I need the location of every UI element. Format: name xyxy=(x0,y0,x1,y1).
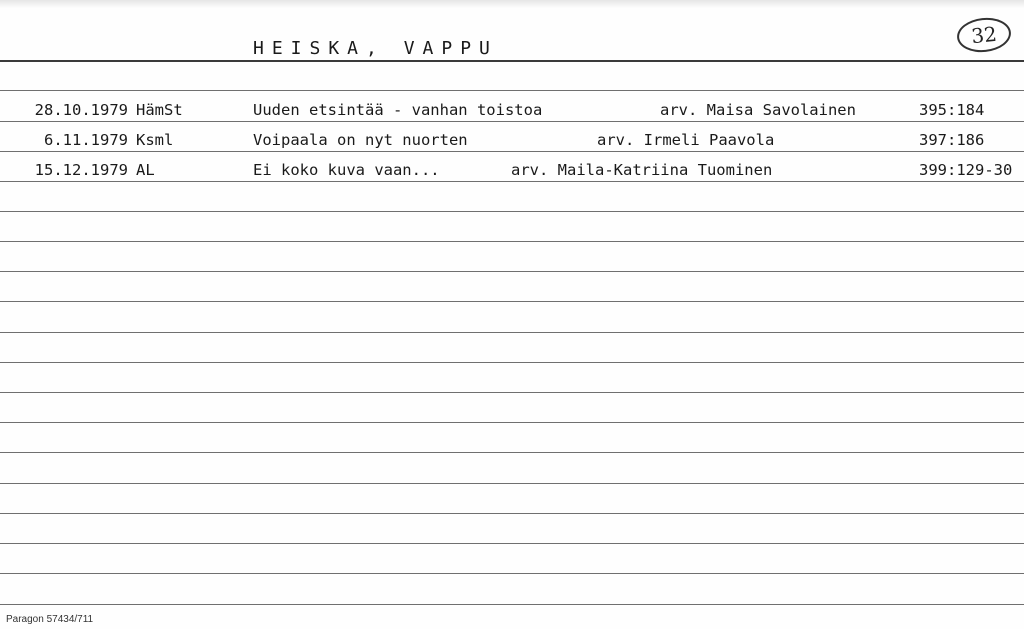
entry-ref: 399:129-30 xyxy=(919,161,1013,179)
ruled-line xyxy=(0,513,1024,514)
ruled-line xyxy=(0,301,1024,302)
entry-reviewer: arv. Maila-Katriina Tuominen xyxy=(511,161,773,179)
entry-source: Ksml xyxy=(136,131,174,149)
card-name-heading: HEISKA, VAPPU xyxy=(253,38,498,59)
entry-source: AL xyxy=(136,161,155,179)
ruled-line xyxy=(0,332,1024,333)
entry-row xyxy=(0,131,1024,153)
ruled-line xyxy=(0,392,1024,393)
ruled-line xyxy=(0,543,1024,544)
entry-title: Voipaala on nyt nuorten xyxy=(253,131,468,149)
entry-ref: 395:184 xyxy=(919,101,985,119)
ruled-line xyxy=(0,422,1024,423)
ruled-line xyxy=(0,271,1024,272)
ruled-line xyxy=(0,483,1024,484)
entry-date: 28.10.1979 xyxy=(34,101,128,119)
entry-reviewer: arv. Irmeli Paavola xyxy=(597,131,775,149)
ruled-line xyxy=(0,573,1024,574)
card-footer: Paragon 57434/711 xyxy=(6,614,94,625)
card-number-stamp: 32 xyxy=(955,15,1012,54)
entry-ref: 397:186 xyxy=(919,131,985,149)
ruled-line xyxy=(0,362,1024,363)
ruled-line xyxy=(0,241,1024,242)
entry-row xyxy=(0,101,1024,123)
entry-date: 15.12.1979 xyxy=(34,161,128,179)
ruled-line xyxy=(0,452,1024,453)
entry-title: Uuden etsintää - vanhan toistoa xyxy=(253,101,543,119)
entry-row xyxy=(0,161,1024,183)
entry-source: HämSt xyxy=(136,101,183,119)
header-rule xyxy=(0,60,1024,62)
ruled-line xyxy=(0,604,1024,605)
card-top-shadow xyxy=(0,0,1024,8)
ruled-line xyxy=(0,211,1024,212)
entry-title: Ei koko kuva vaan... xyxy=(253,161,440,179)
ruled-line xyxy=(0,90,1024,91)
entry-date: 6.11.1979 xyxy=(44,131,128,149)
entry-reviewer: arv. Maisa Savolainen xyxy=(660,101,856,119)
